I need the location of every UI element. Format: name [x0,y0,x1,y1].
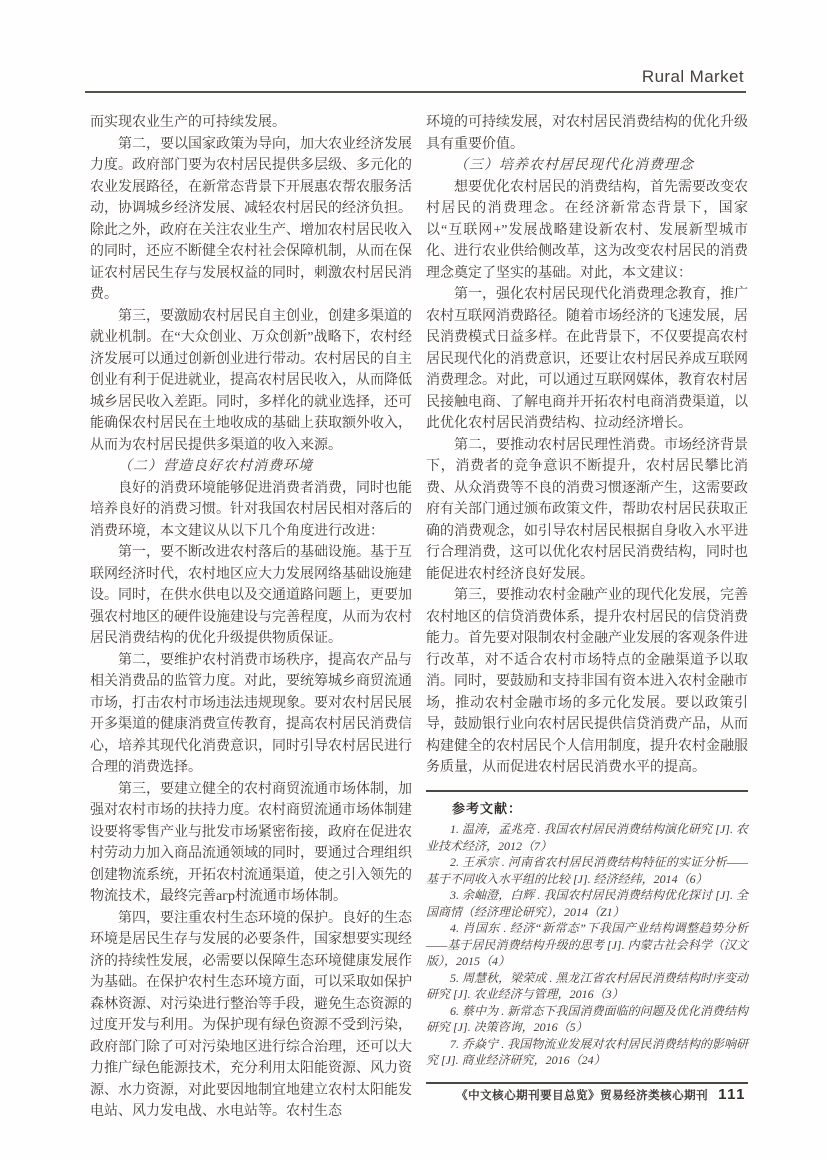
right-column [426,112,748,1084]
paragraph: 第二，要维护农村消费市场秩序，提高农产品与相关消费品的监管力度。对此，要统筹城乡商贸流通市场，打击农村市场违法违规现象。要对农村居民展开多渠道的健康消费宣传教育，提高农村居民消费信心，培养其现代化消费意识，同时引导农村居民进行合理的消费选择。 [90,652,412,775]
section-heading: （三）培养农村居民现代化消费理念 [454,158,694,173]
paragraph: 第三，要建立健全的农村商贸流通市场体制，加强对农村市场的扶持力度。农村商贸流通市场体制建设要将零售产业与批发市场紧密衔接，政府在促进农村劳动力加入商品流通领域的同时，要通过合理组织创建物流系统，开拓农村流通渠道，使之引入领先的物流技术，最终完善агр村流通市场体制。 [90,781,412,904]
references-section [426,790,748,1084]
paragraph: 环境的可持续发展，对农村居民消费结构的优化升级具有重要价值。 [426,115,748,152]
reference-item: 3. 余岫澄，白辉 . 我国农村居民消费结构优化探讨 [J]. 全国商情（经济理论研究），2014（Z1） [426,888,748,919]
paragraph: 第一，强化农村居民现代化消费理念教育，推广农村互联网消费路径。随着市场经济的飞速发展，居民消费模式日益多样。在此背景下，不仅要提高农村居民现代化的消费意识，还要让农村居民养成互联网消费理念。对此，可以通过互联网媒体，教育农村居民接触电商、了解电商并开拓农村电商消费渠道，以此优化农村居民消费结构、拉动经济增长。 [426,287,748,431]
paragraph: 第四，要注重农村生态环境的保护。良好的生态环境是居民生存与发展的必要条件，国家想要实现经济的持续性发展，必需要以保障生态环境健康发展作为基础。在保护农村生态环境方面，可以采取如保护森林资源、对污染进行整治等手段，避免生态资源的过度开发与利用。为保护现有绿色资源不受到污染，政府部门除了可对污染地区进行综合治理，还可以大力推广绿色能源技术，充分利用太阳能资源、风力资源、水力资源，对此要因地制宜地建立农村太阳能发电站、风力发电战、水电站等。农村生态 [90,910,412,1119]
page-footer [85,1086,746,1103]
paragraph: 良好的消费环境能够促进消费者消费，同时也能培养良好的消费习惯。针对我国农村居民相对落后的消费环境，本文建议从以下几个角度进行改进： [90,480,412,539]
reference-item: 6. 蔡中为 . 新常态下我国消费面临的问题及优化消费结构研究 [J]. 决策咨询，2016（5） [426,1003,748,1034]
reference-item: 1. 温涛，孟兆亮 . 我国农村居民消费结构演化研究 [J]. 农业技术经济，2012（7） [426,822,748,853]
paragraph: 第三，要推动农村金融产业的现代化发展，完善农村地区的信贷消费体系，提升农村居民的信贷消费能力。首先要对限制农村金融产业发展的客观条件进行改革，对不适合农村市场特点的金融渠道予以取消。同时，要鼓励和支持非国有资本进入农村金融市场，推动农村金融市场的多元化发展。要以政策引导，鼓励银行业向农村居民提供信贷消费产品，从而构建健全的农村居民个人信用制度，提升农村金融服务质量，从而促进农村居民消费水平的提高。 [426,588,748,775]
reference-item: 2. 王承宗 . 河南省农村居民消费结构特征的实证分析——基于不同收入水平组的比较 [J]. 经济经纬，2014（6） [426,855,748,886]
reference-item: 7. 乔焱宁 . 我国物流业发展对农村居民消费结构的影响研究 [J]. 商业经济研究，2016（24） [426,1036,748,1067]
paragraph: 想要优化农村居民的消费结构，首先需要改变农村居民的消费理念。在经济新常态背景下，国家以“互联网+”发展战略建设新农村、发展新型城市化、进行农业供给侧改革，这为改变农村居民的消费理念奠定了坚实的基础。对此，本文建议： [426,179,748,281]
paragraph: 第一，要不断改进农村落后的基础设施。基于互联网经济时代，农村地区应大力发展网络基础设施建设。同时，在供水供电以及交通道路问题上，更要加强农村地区的硬件设施建设与完善程度，从而为农村居民消费结构的优化升级提供物质保证。 [90,545,412,646]
reference-item: 5. 周慧秋，梁荣成 . 黑龙江省农村居民消费结构时序变动研究 [J]. 农业经济与管理，2016（3） [426,970,748,1001]
references-title: 参考文献： [452,800,523,816]
section-heading: （二）营造良好农村消费环境 [118,459,313,474]
paragraph: 第二，要推动农村居民理性消费。市场经济背景下，消费者的竞争意识不断提升，农村居民攀比消费、从众消费等不良的消费习惯逐渐产生，这需要政府有关部门通过颁布政策文件，帮助农村居民获取正确的消费观念，如引导农村居民根据自身收入水平进行合理消费，这可以优化农村居民消费结构，同时也能促进农村经济良好发展。 [426,437,748,582]
paragraph: 而实现农业生产的可持续发展。 [90,115,286,130]
reference-item: 4. 肖国东 . 经济“新常态”下我国产业结构调整趋势分析——基于居民消费结构升级的思考 [J]. 内蒙古社会科学（汉文版），2015（4） [426,921,748,968]
journal-note: 《中文核心期刊要目总览》贸易经济类核心期刊 [456,1090,709,1102]
page-number: 111 [718,1086,746,1103]
paragraph: 第二，要以国家政策为导向，加大农业经济发展力度。政府部门要为农村居民提供多层级、多元化的农业发展路径，在新常态背景下开展惠农帮农服务活动，协调城乡经济发展、减轻农村居民的经济负担。除此之外，政府在关注农业生产、增加农村居民收入的同时，还应不断健全农村社会保障机制，从而在保证农村居民生存与发展权益的同时，刺激农村居民消费。 [90,136,412,302]
left-column [90,112,412,1123]
header-divider [85,91,746,93]
paragraph: 第三，要激励农村居民自主创业，创建多渠道的就业机制。在“大众创业、万众创新”战略下，农村经济发展可以通过创新创业进行带动。农村居民的自主创业有利于促进就业，提高农村居民收入，从而降低城乡居民收入差距。同时，多样化的就业选择，还可能确保农村居民在土地收成的基础上获取额外收入，从而为农村居民提供多渠道的收入来源。 [90,308,412,453]
journal-title: Rural Market [641,67,744,86]
